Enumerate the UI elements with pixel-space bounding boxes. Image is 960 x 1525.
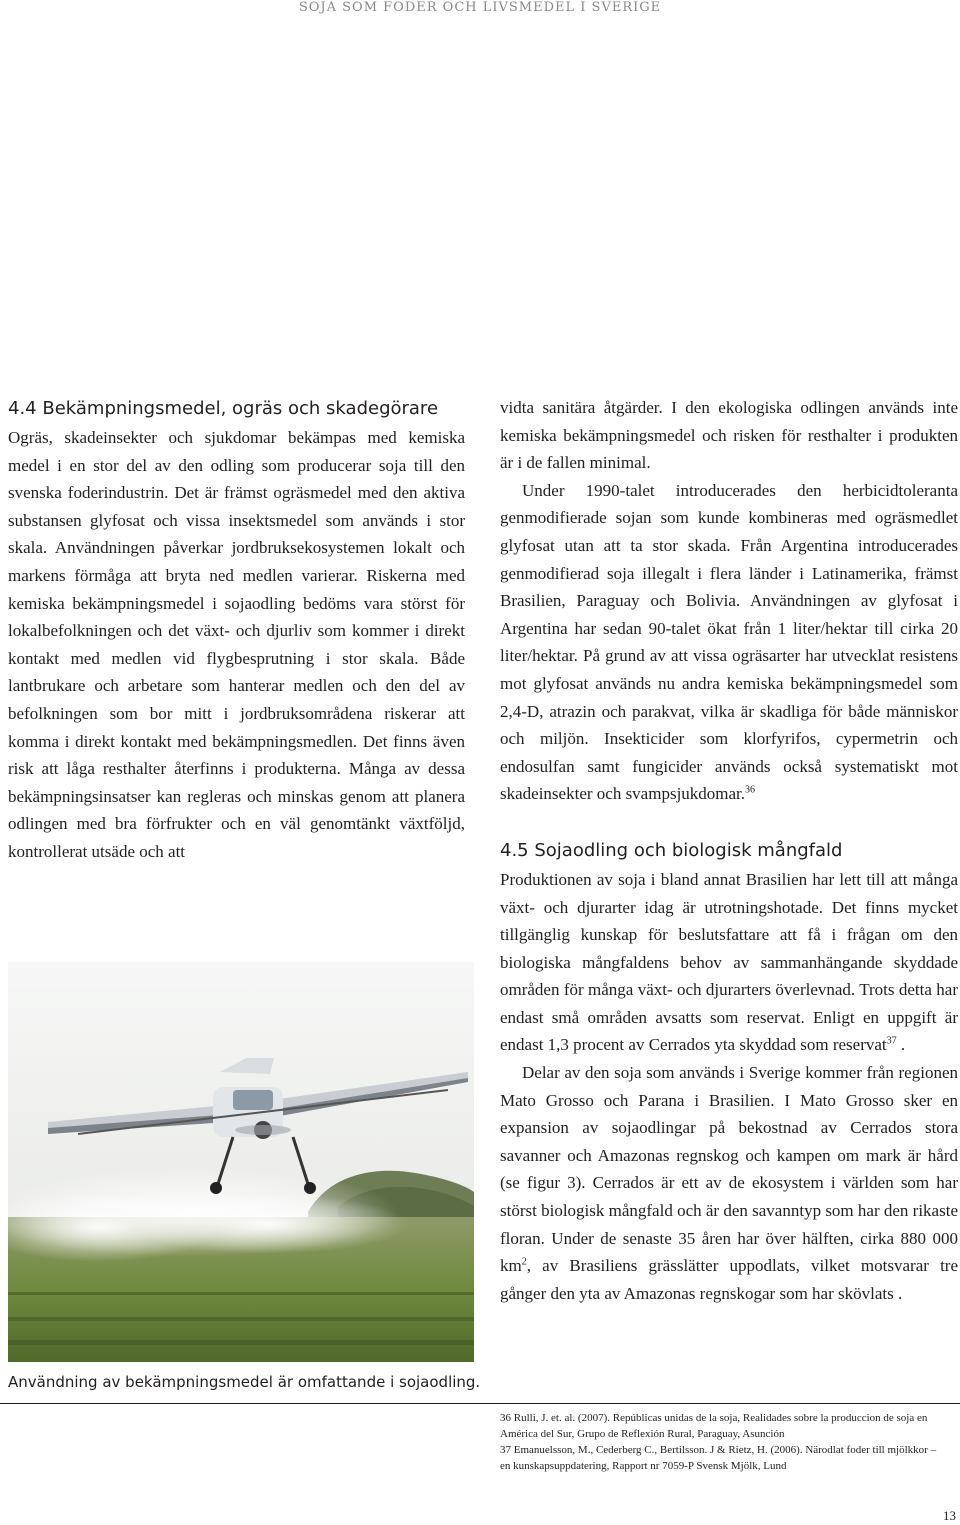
- right-column: [500, 394, 958, 1307]
- section-4-5-paragraph-1: Produktionen av soja i bland annat Brasilien har lett till att många växt- och djurarter idag är utrotningshotade. Det finns mycket tillgänglig kunskap för beslutsfattare att få i frågan om den biologiska mångfaldens behov av sammanhängande skyddade områden för många växt- och djurarters överlevnad. Trots detta har endast små områden avsatts som reservat. Enligt en uppgift är endast 1,3 procent av Cerrados yta skyddad som reservat$^{37}$ .: [500, 869, 958, 1055]
- left-column: [8, 394, 465, 866]
- footnotes: [500, 1410, 958, 1474]
- footnote-36-line-1: 36 Rulli, J. et. al. (2007). Repúblicas unidas de la soja, Realidades sobre la produccion de soja en: [500, 1412, 928, 1424]
- crop-duster-photo: [8, 962, 474, 1362]
- footnote-ref-36[interactable]: 36: [745, 784, 756, 796]
- section-heading-4-5: 4.5 Sojaodling och biologisk mångfald: [500, 839, 843, 861]
- footnote-36-line-2: América del Sur, Grupo de Reflexión Rural, Paraguay, Asunción: [500, 1428, 785, 1440]
- footnote-37-line-2: en kunskapsuppdatering, Rapport nr 7059-P Svensk Mjölk, Lund: [500, 1460, 787, 1472]
- figure-caption: Användning av bekämpningsmedel är omfattande i sojaodling.: [8, 1373, 481, 1391]
- footnote-divider: [0, 1403, 960, 1404]
- right-paragraph-1: vidta sanitära åtgärder. I den ekologiska odlingen används inte kemiska bekämpningsmedel och risken för resthalter i produkten är i de fallen minimal.: [500, 398, 958, 473]
- page-number: 13: [943, 1508, 956, 1523]
- footnote-37-line-1: 37 Emanuelsson, M., Cederberg C., Bertilsson. J & Rietz, H. (2006). Närodlat foder till mjölkkor –: [500, 1444, 937, 1456]
- running-header: SOJA SOM FODER OCH LIVSMEDEL I SVERIGE: [298, 0, 662, 15]
- right-paragraph-2: Under 1990-talet introducerades den herbicidtoleranta genmodifierade sojan som kunde kombineras med ogräsmedlet glyfosat utan att ta stor skada. Från Argentina introducerades genmodifierad soja illegalt i flera länder i Latinamerika, främst Brasilien, Paraguay och Bolivia. Användningen av glyfosat i Argentina har sedan 90-talet ökat från 1 liter/hektar till cirka 20 liter/hektar. På grund av att vissa ogräsarter har utvecklat resistens mot glyfosat används nu andra kemiska bekämpningsmedel som 2,4-D, atrazin och parakvat, vilka är skadliga för både människor och miljön. Insekticider som klorfyrifos, cypermetrin och endosulfan samt fungicider används också systematiskt mot skadeinsekter och svampsjukdomar.$^{36}$: [500, 480, 958, 804]
- section-4-4-paragraph: Ogräs, skadeinsekter och sjukdomar bekämpas med kemiska medel i en stor del av den odling som producerar soja till den svenska foderindustrin. Det är främst ogräsmedel med den aktiva substansen glyfosat och vissa insektsmedel som används i stor skala. Användningen påverkar jordbruksekosystemen lokalt och markens förmåga att bryta ned medlen varierar. Riskerna med kemiska bekämpningsmedel i sojaodling bedöms vara störst för lokalbefolkningen och det växt- och djurliv som kommer i direkt kontakt med medlen vid flygbesprutning i stor skala. Både lantbrukare och arbetare som hanterar medlen och den del av befolkningen som bor mitt i jordbruksområdena riskerar att komma i direkt kontakt med bekämpningsmedlen. Det finns även risk att låga resthalter återfinns i produkterna. Många av dessa bekämpningsinsatser kan regleras och minskas genom att planera odlingen med bra förfrukter och en väl genomtänkt växtföljd, kontrollerat utsäde och att: [8, 428, 465, 861]
- section-4-5-paragraph-2: Delar av den soja som används i Sverige kommer från regionen Mato Grosso och Parana i Brasilien. I Mato Grosso sker en expansion av sojaodlingar på bekostnad av Cerrados stora savanner och Amazonas regnskog och kampen om mark är hård (se figur 3). Cerrados är ett av de ekosystem i världen som har störst biologisk mångfald och är den savanntyp som har den rikaste floran. Under de senaste 35 åren har över hälften, cirka 880 000 $km^2$, av Brasiliens grässlätter uppodlats, vilket motsvarar tre gånger den yta av Amazonas regnskogar som har skövlats .: [500, 1063, 958, 1303]
- section-heading-4-4: 4.4 Bekämpningsmedel, ogräs och skadegörare: [8, 398, 439, 419]
- footnote-ref-37[interactable]: 37: [886, 1035, 897, 1047]
- superscript-2: 2: [521, 1256, 527, 1268]
